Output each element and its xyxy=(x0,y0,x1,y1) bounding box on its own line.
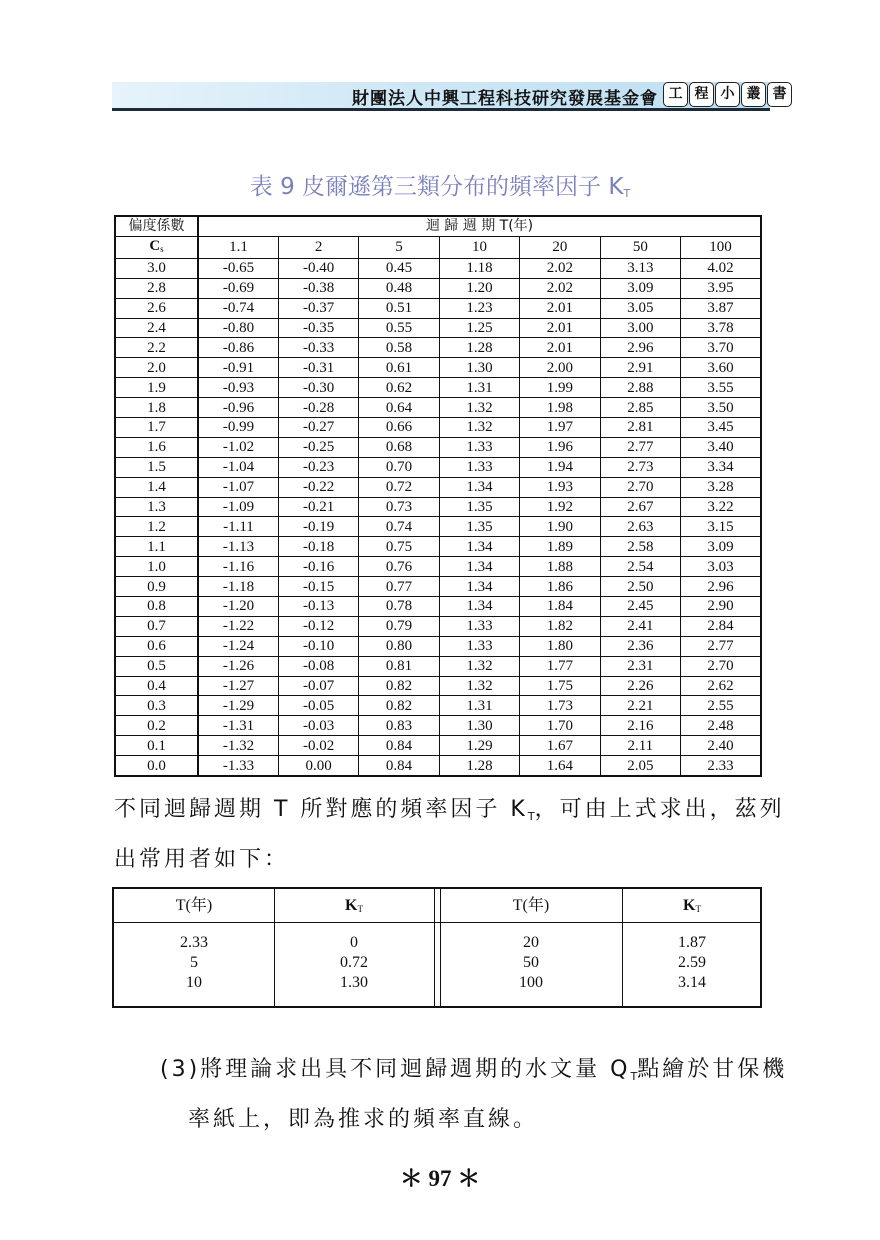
series-char: 書 xyxy=(767,82,792,107)
kt-value-cell: -0.23 xyxy=(278,457,358,477)
kt-value-cell: 2.96 xyxy=(681,577,761,597)
skew-value-cell: 1.6 xyxy=(115,437,198,457)
kt-value-cell: 3.95 xyxy=(681,278,761,298)
kt-value-cell: 0.55 xyxy=(359,318,439,338)
skew-value-cell: 0.7 xyxy=(115,616,198,636)
skew-header-bottom: Cs xyxy=(115,236,198,258)
kt-value-cell: 3.28 xyxy=(681,477,761,497)
kt-value-cell: 1.34 xyxy=(439,557,519,577)
kt-value-cell: -1.13 xyxy=(198,537,278,557)
kt-value-cell: 1.25 xyxy=(439,318,519,338)
kt-value-cell: -0.28 xyxy=(278,398,358,418)
kt-value-cell: 1.20 xyxy=(439,278,519,298)
kt-value-cell: 1.31 xyxy=(439,378,519,398)
kt-value-cell: -0.15 xyxy=(278,577,358,597)
kt-value-cell: 2.21 xyxy=(600,696,680,716)
summary-right-K-values xyxy=(622,933,762,993)
summary-value: 10 xyxy=(186,974,202,991)
kt-value-cell: -0.96 xyxy=(198,398,278,418)
paragraph2-text-b: 點繪於甘保機 xyxy=(637,1057,788,1082)
kt-value-cell: 0.58 xyxy=(359,338,439,358)
kt-value-cell: -1.07 xyxy=(198,477,278,497)
kt-value-cell: 3.00 xyxy=(600,318,680,338)
summary-value: 20 xyxy=(523,934,539,951)
kt-value-cell: -0.33 xyxy=(278,338,358,358)
kt-value-cell: 2.02 xyxy=(520,278,600,298)
kt-value-cell: -0.19 xyxy=(278,517,358,537)
kt-value-cell: -0.38 xyxy=(278,278,358,298)
paragraph1-line2: 出常用者如下： xyxy=(114,847,290,872)
skew-value-cell: 2.2 xyxy=(115,338,198,358)
kt-value-cell: 0.77 xyxy=(359,577,439,597)
kt-value-cell: 1.97 xyxy=(520,418,600,438)
series-badge xyxy=(663,82,792,107)
kt-value-cell: 0.76 xyxy=(359,557,439,577)
period-header: 迴 歸 週 期 T(年) xyxy=(198,216,761,236)
skew-value-cell: 1.0 xyxy=(115,557,198,577)
kt-value-cell: 1.33 xyxy=(439,437,519,457)
kt-value-cell: -0.22 xyxy=(278,477,358,497)
kt-value-cell: -0.86 xyxy=(198,338,278,358)
table-title-subscript: T xyxy=(623,187,631,200)
table-title-text: 表 9 皮爾遜第三類分布的頻率因子 K xyxy=(249,174,624,200)
kt-value-cell: 2.81 xyxy=(600,418,680,438)
kt-value-cell: -0.69 xyxy=(198,278,278,298)
skew-value-cell: 0.0 xyxy=(115,756,198,776)
skew-value-cell: 1.9 xyxy=(115,378,198,398)
table-row xyxy=(115,597,761,617)
kt-value-cell: 0.62 xyxy=(359,378,439,398)
kt-value-cell: -0.25 xyxy=(278,437,358,457)
kt-value-cell: 1.64 xyxy=(520,756,600,776)
kt-value-cell: 2.85 xyxy=(600,398,680,418)
kt-value-cell: -0.30 xyxy=(278,378,358,398)
kt-value-cell: 1.28 xyxy=(439,338,519,358)
kt-value-cell: 0.72 xyxy=(359,477,439,497)
kt-value-cell: 2.16 xyxy=(600,716,680,736)
kt-value-cell: 2.70 xyxy=(681,656,761,676)
skew-value-cell: 3.0 xyxy=(115,258,198,278)
skew-value-cell: 1.7 xyxy=(115,418,198,438)
kt-value-cell: 1.34 xyxy=(439,577,519,597)
table-row xyxy=(115,298,761,318)
kt-value-cell: 3.15 xyxy=(681,517,761,537)
table-row xyxy=(115,736,761,756)
kt-value-cell: 1.86 xyxy=(520,577,600,597)
kt-value-cell: 0.70 xyxy=(359,457,439,477)
skew-value-cell: 0.6 xyxy=(115,636,198,656)
kt-value-cell: 0.51 xyxy=(359,298,439,318)
kt-value-cell: 2.58 xyxy=(600,537,680,557)
period-row xyxy=(115,236,761,258)
table-row xyxy=(115,577,761,597)
kt-value-cell: 2.02 xyxy=(520,258,600,278)
kt-value-cell: -1.33 xyxy=(198,756,278,776)
page-number: ＊ 97 ＊ xyxy=(399,1166,481,1191)
kt-value-cell: 2.40 xyxy=(681,736,761,756)
table-row xyxy=(115,517,761,537)
table-row xyxy=(115,477,761,497)
paragraph1-text-a: 不同迴歸週期 T 所對應的頻率因子 K xyxy=(114,797,528,822)
kt-value-cell: 1.23 xyxy=(439,298,519,318)
kt-value-cell: 3.22 xyxy=(681,497,761,517)
kt-value-cell: 2.01 xyxy=(520,318,600,338)
skew-value-cell: 0.9 xyxy=(115,577,198,597)
period-cell: 5 xyxy=(359,236,439,258)
header-org-name: 財團法人中興工程科技研究發展基金會 xyxy=(352,89,658,109)
kt-value-cell: 3.13 xyxy=(600,258,680,278)
kt-value-cell: 2.33 xyxy=(681,756,761,776)
kt-value-cell: -0.35 xyxy=(278,318,358,338)
skew-value-cell: 0.5 xyxy=(115,656,198,676)
kt-value-cell: 2.63 xyxy=(600,517,680,537)
kt-value-cell: 2.00 xyxy=(520,358,600,378)
kt-value-cell: 1.32 xyxy=(439,398,519,418)
kt-value-cell: -1.16 xyxy=(198,557,278,577)
skew-value-cell: 0.4 xyxy=(115,676,198,696)
kt-value-cell: 1.92 xyxy=(520,497,600,517)
table-row xyxy=(115,258,761,278)
table-row xyxy=(115,378,761,398)
kt-value-cell: -0.03 xyxy=(278,716,358,736)
kt-value-cell: -0.80 xyxy=(198,318,278,338)
series-char: 叢 xyxy=(741,82,766,107)
kt-value-cell: 2.77 xyxy=(600,437,680,457)
kt-value-cell: 2.54 xyxy=(600,557,680,577)
kt-value-cell: 1.96 xyxy=(520,437,600,457)
kt-value-cell: -1.20 xyxy=(198,597,278,617)
kt-value-cell: 1.75 xyxy=(520,676,600,696)
kt-value-cell: 2.96 xyxy=(600,338,680,358)
kt-value-cell: 2.73 xyxy=(600,457,680,477)
table-row xyxy=(115,338,761,358)
summary-header-K-left: KT xyxy=(345,897,363,914)
kt-value-cell: 1.18 xyxy=(439,258,519,278)
kt-value-cell: -0.27 xyxy=(278,418,358,438)
frequency-factor-table xyxy=(114,215,762,777)
kt-value-cell: -1.02 xyxy=(198,437,278,457)
kt-value-cell: -0.18 xyxy=(278,537,358,557)
kt-value-cell: 0.66 xyxy=(359,418,439,438)
kt-value-cell: -0.40 xyxy=(278,258,358,278)
kt-value-cell: 1.33 xyxy=(439,616,519,636)
kt-value-cell: 0.84 xyxy=(359,736,439,756)
skew-value-cell: 0.8 xyxy=(115,597,198,617)
kt-value-cell: -0.31 xyxy=(278,358,358,378)
kt-value-cell: -0.91 xyxy=(198,358,278,378)
kt-value-cell: 3.50 xyxy=(681,398,761,418)
kt-value-cell: 1.89 xyxy=(520,537,600,557)
kt-value-cell: -0.37 xyxy=(278,298,358,318)
skew-value-cell: 1.8 xyxy=(115,398,198,418)
kt-value-cell: 1.34 xyxy=(439,597,519,617)
skew-value-cell: 0.3 xyxy=(115,696,198,716)
paragraph2-line1 xyxy=(160,1052,787,1083)
skew-header-top: 偏度係數 xyxy=(115,216,198,236)
kt-value-cell: 2.31 xyxy=(600,656,680,676)
table-row xyxy=(115,537,761,557)
kt-value-cell: 1.28 xyxy=(439,756,519,776)
kt-value-cell: 1.31 xyxy=(439,696,519,716)
kt-value-cell: 1.82 xyxy=(520,616,600,636)
kt-value-cell: 3.60 xyxy=(681,358,761,378)
kt-value-cell: -0.13 xyxy=(278,597,358,617)
kt-value-cell: 2.26 xyxy=(600,676,680,696)
table-row xyxy=(115,756,761,776)
table-header-row xyxy=(115,216,761,236)
skew-value-cell: 1.5 xyxy=(115,457,198,477)
summary-header-divider xyxy=(114,922,760,923)
period-cell: 50 xyxy=(600,236,680,258)
kt-value-cell: -0.99 xyxy=(198,418,278,438)
summary-header-T-left: T(年) xyxy=(175,897,213,914)
kt-value-cell: 2.45 xyxy=(600,597,680,617)
kt-value-cell: 1.90 xyxy=(520,517,600,537)
kt-value-cell: 1.30 xyxy=(439,716,519,736)
summary-header-K-right: KT xyxy=(683,897,701,914)
kt-value-cell: 2.62 xyxy=(681,676,761,696)
kt-value-cell: 1.32 xyxy=(439,656,519,676)
kt-value-cell: 3.09 xyxy=(600,278,680,298)
kt-value-cell: 3.55 xyxy=(681,378,761,398)
table-row xyxy=(115,557,761,577)
table-row xyxy=(115,676,761,696)
skew-value-cell: 1.3 xyxy=(115,497,198,517)
kt-value-cell: -0.21 xyxy=(278,497,358,517)
paragraph1-text-b: ，可由上式求出，茲列 xyxy=(534,797,785,822)
kt-value-cell: -1.27 xyxy=(198,676,278,696)
kt-value-cell: 1.30 xyxy=(439,358,519,378)
kt-value-cell: -1.11 xyxy=(198,517,278,537)
kt-value-cell: 3.03 xyxy=(681,557,761,577)
period-cell: 2 xyxy=(278,236,358,258)
kt-summary-table xyxy=(112,887,762,1008)
period-cell: 1.1 xyxy=(198,236,278,258)
kt-value-cell: 3.87 xyxy=(681,298,761,318)
table-row xyxy=(115,656,761,676)
kt-value-cell: 1.34 xyxy=(439,477,519,497)
summary-value: 2.59 xyxy=(678,954,706,971)
kt-value-cell: -1.04 xyxy=(198,457,278,477)
table-row xyxy=(115,318,761,338)
kt-value-cell: -1.29 xyxy=(198,696,278,716)
kt-value-cell: 1.67 xyxy=(520,736,600,756)
kt-value-cell: 0.81 xyxy=(359,656,439,676)
kt-value-cell: 1.98 xyxy=(520,398,600,418)
kt-value-cell: -0.12 xyxy=(278,616,358,636)
kt-value-cell: -0.65 xyxy=(198,258,278,278)
kt-value-cell: 0.82 xyxy=(359,696,439,716)
kt-value-cell: 1.33 xyxy=(439,636,519,656)
kt-value-cell: -1.32 xyxy=(198,736,278,756)
kt-value-cell: -0.10 xyxy=(278,636,358,656)
kt-value-cell: 2.50 xyxy=(600,577,680,597)
kt-value-cell: -0.74 xyxy=(198,298,278,318)
kt-value-cell: 2.01 xyxy=(520,298,600,318)
kt-value-cell: 2.05 xyxy=(600,756,680,776)
kt-value-cell: 1.77 xyxy=(520,656,600,676)
kt-value-cell: -0.02 xyxy=(278,736,358,756)
summary-left-K-values xyxy=(274,933,434,993)
table-row xyxy=(115,457,761,477)
kt-value-cell: 1.32 xyxy=(439,676,519,696)
kt-value-cell: 0.64 xyxy=(359,398,439,418)
paragraph2-text-a: (3)將理論求出具不同迴歸週期的水文量 Q xyxy=(160,1057,631,1082)
skew-value-cell: 0.1 xyxy=(115,736,198,756)
series-char: 小 xyxy=(715,82,740,107)
paragraph1-subscript: T xyxy=(527,810,535,823)
kt-value-cell: 1.73 xyxy=(520,696,600,716)
summary-left-T-values xyxy=(114,933,274,993)
kt-value-cell: 2.70 xyxy=(600,477,680,497)
kt-value-cell: 2.91 xyxy=(600,358,680,378)
table-row xyxy=(115,636,761,656)
skew-value-cell: 1.4 xyxy=(115,477,198,497)
paragraph1-line1 xyxy=(114,792,785,823)
kt-value-cell: -0.07 xyxy=(278,676,358,696)
kt-value-cell: 1.70 xyxy=(520,716,600,736)
kt-value-cell: 0.80 xyxy=(359,636,439,656)
kt-value-cell: 2.90 xyxy=(681,597,761,617)
summary-right-T-values xyxy=(440,933,622,993)
summary-value: 50 xyxy=(523,954,539,971)
table-row xyxy=(115,616,761,636)
summary-value: 0 xyxy=(350,934,358,951)
kt-value-cell: 1.80 xyxy=(520,636,600,656)
summary-value: 3.14 xyxy=(678,974,706,991)
summary-value: 2.33 xyxy=(180,934,208,951)
kt-value-cell: -0.93 xyxy=(198,378,278,398)
kt-value-cell: 3.70 xyxy=(681,338,761,358)
table-row xyxy=(115,418,761,438)
summary-col-divider xyxy=(434,889,435,1006)
kt-value-cell: -1.09 xyxy=(198,497,278,517)
skew-value-cell: 2.0 xyxy=(115,358,198,378)
table-title xyxy=(0,168,880,201)
kt-value-cell: 3.34 xyxy=(681,457,761,477)
kt-value-cell: -1.31 xyxy=(198,716,278,736)
summary-value: 5 xyxy=(190,954,198,971)
period-cell: 100 xyxy=(681,236,761,258)
kt-value-cell: 1.35 xyxy=(439,517,519,537)
kt-value-cell: 0.45 xyxy=(359,258,439,278)
summary-header-T-right: T(年) xyxy=(512,897,550,914)
kt-value-cell: 1.32 xyxy=(439,418,519,438)
kt-value-cell: 2.36 xyxy=(600,636,680,656)
kt-value-cell: -1.18 xyxy=(198,577,278,597)
kt-value-cell: 0.78 xyxy=(359,597,439,617)
kt-value-cell: 1.35 xyxy=(439,497,519,517)
series-char: 程 xyxy=(689,82,714,107)
kt-value-cell: 1.94 xyxy=(520,457,600,477)
kt-value-cell: 2.55 xyxy=(681,696,761,716)
kt-value-cell: 0.74 xyxy=(359,517,439,537)
skew-value-cell: 1.1 xyxy=(115,537,198,557)
table-row xyxy=(115,398,761,418)
kt-value-cell: 0.83 xyxy=(359,716,439,736)
kt-value-cell: 3.05 xyxy=(600,298,680,318)
paragraph2-subscript: T xyxy=(630,1070,638,1083)
skew-value-cell: 2.4 xyxy=(115,318,198,338)
kt-value-cell: -0.16 xyxy=(278,557,358,577)
kt-value-cell: 3.40 xyxy=(681,437,761,457)
kt-value-cell: -0.08 xyxy=(278,656,358,676)
skew-value-cell: 1.2 xyxy=(115,517,198,537)
kt-value-cell: 1.84 xyxy=(520,597,600,617)
kt-value-cell: 1.99 xyxy=(520,378,600,398)
kt-value-cell: 0.61 xyxy=(359,358,439,378)
kt-value-cell: 2.01 xyxy=(520,338,600,358)
skew-value-cell: 2.8 xyxy=(115,278,198,298)
kt-value-cell: 2.84 xyxy=(681,616,761,636)
series-char: 工 xyxy=(663,82,688,107)
kt-value-cell: 1.29 xyxy=(439,736,519,756)
kt-value-cell: 0.68 xyxy=(359,437,439,457)
table-row xyxy=(115,278,761,298)
kt-value-cell: 0.84 xyxy=(359,756,439,776)
kt-value-cell: 3.78 xyxy=(681,318,761,338)
kt-value-cell: 2.11 xyxy=(600,736,680,756)
kt-value-cell: 2.77 xyxy=(681,636,761,656)
kt-value-cell: 0.73 xyxy=(359,497,439,517)
kt-value-cell: -1.24 xyxy=(198,636,278,656)
kt-value-cell: 1.93 xyxy=(520,477,600,497)
period-cell: 20 xyxy=(520,236,600,258)
kt-value-cell: 3.09 xyxy=(681,537,761,557)
kt-value-cell: 1.34 xyxy=(439,537,519,557)
kt-value-cell: 0.75 xyxy=(359,537,439,557)
period-cell: 10 xyxy=(439,236,519,258)
kt-value-cell: 1.88 xyxy=(520,557,600,577)
kt-value-cell: 2.67 xyxy=(600,497,680,517)
table-row xyxy=(115,437,761,457)
kt-value-cell: -1.22 xyxy=(198,616,278,636)
table-row xyxy=(115,696,761,716)
summary-value: 1.30 xyxy=(340,974,368,991)
skew-value-cell: 0.2 xyxy=(115,716,198,736)
summary-value: 100 xyxy=(519,974,543,991)
kt-value-cell: 0.48 xyxy=(359,278,439,298)
summary-value: 1.87 xyxy=(678,934,706,951)
kt-value-cell: 4.02 xyxy=(681,258,761,278)
kt-value-cell: -0.05 xyxy=(278,696,358,716)
skew-value-cell: 2.6 xyxy=(115,298,198,318)
kt-value-cell: 3.45 xyxy=(681,418,761,438)
kt-value-cell: 2.41 xyxy=(600,616,680,636)
table-row xyxy=(115,716,761,736)
table-row xyxy=(115,358,761,378)
kt-value-cell: 0.00 xyxy=(278,756,358,776)
kt-value-cell: 0.82 xyxy=(359,676,439,696)
summary-value: 0.72 xyxy=(340,954,368,971)
kt-value-cell: 2.48 xyxy=(681,716,761,736)
kt-value-cell: -1.26 xyxy=(198,656,278,676)
table-row xyxy=(115,497,761,517)
kt-value-cell: 2.88 xyxy=(600,378,680,398)
kt-value-cell: 1.33 xyxy=(439,457,519,477)
paragraph2-line2: 率紙上，即為推求的頻率直線。 xyxy=(188,1107,539,1132)
kt-value-cell: 0.79 xyxy=(359,616,439,636)
